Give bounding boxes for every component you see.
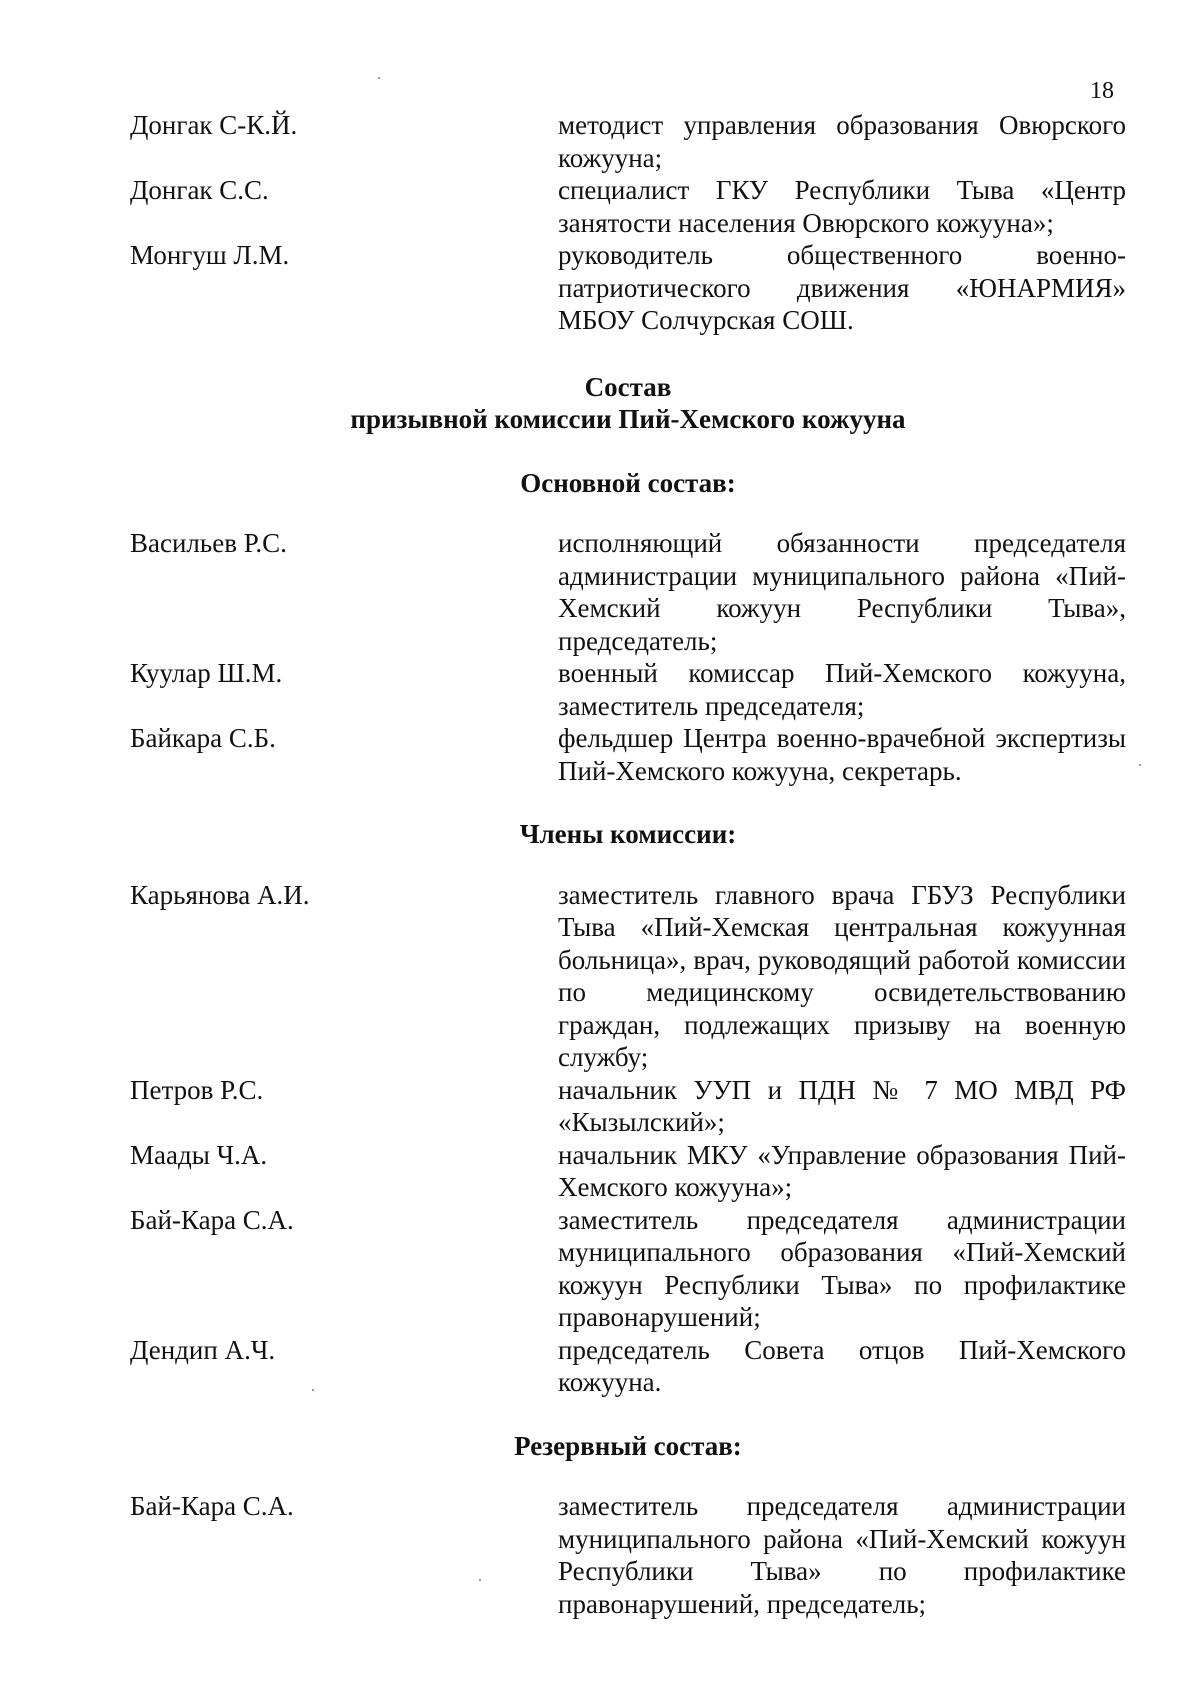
main-member-entry	[130, 657, 1126, 722]
person-role: специалист ГКУ Республики Тыва «Центр занятости населения Овюрского кожууна»;	[558, 175, 1126, 238]
person-name: Петров Р.С.	[130, 1074, 264, 1105]
person-role: председатель Совета отцов Пий-Хемского кожууна.	[558, 1334, 1126, 1397]
commission-members-heading: Члены комиссии:	[519, 819, 737, 849]
commission-member-entry	[130, 1204, 1126, 1334]
commission-member-entry	[130, 1074, 1126, 1139]
person-name: Карьянова А.И.	[130, 879, 310, 910]
person-name: Донгак С.С.	[130, 175, 269, 205]
commission-list	[130, 109, 1126, 1620]
person-role: методист управления образования Овюрского кожууна;	[558, 110, 1126, 173]
scan-speck	[1139, 764, 1141, 766]
scan-speck	[378, 77, 380, 79]
person-name: Монгуш Л.М.	[130, 240, 290, 270]
main-member-entry	[130, 722, 1126, 787]
person-name: Байкара С.Б.	[130, 723, 276, 753]
person-name: Бай-Кара С.А.	[130, 1491, 294, 1521]
person-role: заместитель председателя администрации муниципального образования «Пий-Хемский кожуун Республики Тыва» по профилактике правонарушений;	[558, 1204, 1126, 1332]
person-name: Маады Ч.А.	[130, 1139, 268, 1170]
top-entry	[130, 109, 1126, 174]
person-name: Дендип А.Ч.	[130, 1334, 276, 1365]
person-role: руководитель общественного военно-патриотического движения «ЮНАРМИЯ» МБОУ Солчурская СОШ.	[558, 240, 1126, 335]
person-role: заместитель главного врача ГБУЗ Республики Тыва «Пий-Хемская центральная кожуунная больница», врач, руководящий работой комиссии по медицинскому освидетельствованию граждан, подлежащих призыву на военную службу;	[558, 879, 1126, 1072]
reserve-member-entry	[130, 1490, 1126, 1620]
person-role: начальник МКУ «Управление образования Пий-Хемского кожууна»;	[558, 1139, 1126, 1202]
reserve-composition-heading: Резервный состав:	[514, 1430, 742, 1461]
page-number: 18	[1090, 78, 1114, 104]
commission-member-entry	[130, 1334, 1126, 1399]
person-role: начальник УУП и ПДН № 7 МО МВД РФ «Кызылский»;	[558, 1074, 1126, 1137]
main-member-entry	[130, 527, 1126, 657]
top-entry	[130, 174, 1126, 239]
person-role: заместитель председателя администрации муниципального района «Пий-Хемский кожуун Республики Тыва» по профилактике правонарушений, председатель;	[558, 1491, 1126, 1619]
commission-member-entry	[130, 1139, 1126, 1204]
person-name: Донгак С-К.Й.	[130, 110, 298, 140]
person-name: Васильев Р.С.	[130, 528, 287, 558]
person-name: Куулар Ш.М.	[130, 658, 283, 688]
main-composition-heading: Основной состав:	[520, 467, 736, 498]
person-role: фельдшер Центра военно-врачебной экспертизы Пий-Хемского кожууна, секретарь.	[558, 723, 1126, 786]
person-role: исполняющий обязанности председателя администрации муниципального района «Пий-Хемский кожуун Республики Тыва», председатель;	[558, 528, 1126, 656]
commission-member-entry	[130, 879, 1126, 1074]
person-role: военный комиссар Пий-Хемского кожууна, заместитель председателя;	[558, 658, 1126, 721]
person-name: Бай-Кара С.А.	[130, 1204, 294, 1235]
document-title	[130, 371, 1126, 436]
top-entry	[130, 239, 1126, 337]
title-line: Состав	[584, 371, 672, 402]
scan-speck	[479, 1579, 481, 1581]
title-line: призывной комиссии Пий-Хемского кожууна	[350, 404, 906, 434]
scan-speck	[312, 1389, 314, 1391]
